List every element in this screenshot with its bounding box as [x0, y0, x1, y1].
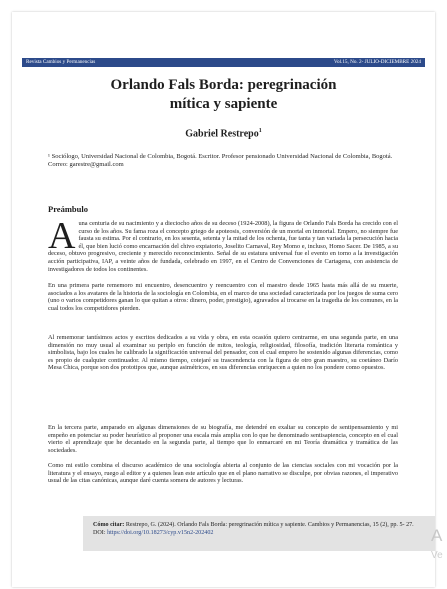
article-author [22, 128, 425, 139]
author-name: Gabriel Restrepo [185, 128, 259, 140]
activation-watermark [431, 526, 443, 566]
paragraph-2: En una primera parte rememoro mi encuentro, desencuentro y reencuentro con el maestro desde 1965 hasta más allá de su muerte, asociados a los avatares de la historia de la sociología en Colombia, en el marco de una sociedad caracterizada por los juegos de suma cero (uno o varios competidores ganan lo que quitan a otros: dinero, poder, prestigio), agravados al trocarse en la tragedia de los comunes, en la cual todos los competidores pierden. [48, 282, 398, 312]
paragraph-1 [48, 215, 398, 273]
section-title: Preámbulo [48, 204, 88, 214]
paragraph-5: Como mi estilo combina el discurso académico de una sociología abierta al conjunto de las ciencias sociales con mi vocación por la literatura y el ensayo, ruego al editor y a quienes lean este artículo que en el plano narrativo se disculpe, por obvias razones, el imperativo usual de las citas canónicas, aunque daré cuenta somera de autores y lecturas. [48, 462, 398, 485]
author-footnote-marker: 1 [258, 128, 262, 134]
issue-info: Vol.15, No. 2- JULIO-DICIEMBRE 2024 [333, 59, 421, 65]
citation-label: Cómo citar: [93, 522, 125, 528]
journal-header-bar [22, 58, 425, 67]
paragraph-1-text: una centuria de su nacimiento y a dieciocho años de su deceso (1924-2008), la figura de Orlando Fals Borda ha crecido con el curso de los años. Su fama roza el concepto griego de apoteosis, conversión de un mortal en inmortal. Empero, no siempre fue fausta su estima. Por el contrario, en los sesenta, setenta y la mitad de los ochenta, fue tanta y tan variada la persecución hacia él, que bien lució como encarnación del chivo expiatorio, Joselito Carnaval, Rey Momo e, incluso, Homo Sacer. De 1985, a su deceso, obtuvo progresivo, creciente y merecido reconocimiento. Señal de su estatura universal fue el evento en torno a la investigación acción participativa, IAP, a veinte años de fundada, celebrado en 1997, en el Centro de Convenciones de Cartagena, con asistencia de investigadores de todos los continentes. [48, 220, 398, 273]
author-affiliation: ¹ Sociólogo, Universidad Nacional de Colombia, Bogotá. Escritor. Profesor pensionado Universidad Nacional de Colombia, Bogotá. Correo: garestre@gmail.com [48, 153, 393, 168]
watermark-line2: Ve [431, 550, 443, 561]
citation-doi-link[interactable]: https://doi.org/10.18273/cyp.v15n2-202402 [107, 530, 214, 536]
drop-cap: A [48, 215, 76, 257]
paragraph-4: En la tercera parte, amparado en algunas dimensiones de su biografía, me detendré en exaltar su concepto de sentipensamiento y mi empeño en potenciar su poder heurístico al proponer una escala más amplia con lo que he denominado sentisapiencia, concepto en el cual vierto el aprendizaje que he decantado en la segunda parte, al tiempo que lo enmarcaré en mi Teoría dramática y tramática de las sociedades. [48, 424, 398, 454]
watermark-line1: A [431, 526, 443, 545]
article-title-line2: mítica y sapiente [169, 96, 278, 112]
journal-name: Revista Cambios y Permanencias [26, 59, 96, 65]
paragraph-3: Al rememorar tantísimos actos y escritos dedicados a su vida y obra, en esta ocasión quiero centrarme, en una segunda parte, en una dimensión no muy usual al examinar su periplo en función de mitos, teología, religiosidad, filosofía, tradición literaria romántica y simbolista, bajo los cuales he calibrado la significación universal del pensador, con el cual empero he sostenido algunas diferencias, como es propio de cualquier continuador. Al mismo tiempo, cotejaré su trascendencia con la figura de otro gran maestro, su coetáneo Darío Mesa Chica, porque son dos prototipos que, aunque asimétricos, en sus diferencias enriquecen a quien no los pondere como opuestos. [48, 334, 398, 372]
citation-box [83, 516, 435, 551]
article-title-line1: Orlando Fals Borda: peregrinación [110, 77, 337, 93]
article-title [22, 76, 425, 114]
citation-text: Restrepo, G. (2024). Orlando Fals Borda: peregrinación mítica y sapiente. Cambios y Permanencias, 15 (2), pp. 5- 27. DOI: [93, 522, 414, 536]
